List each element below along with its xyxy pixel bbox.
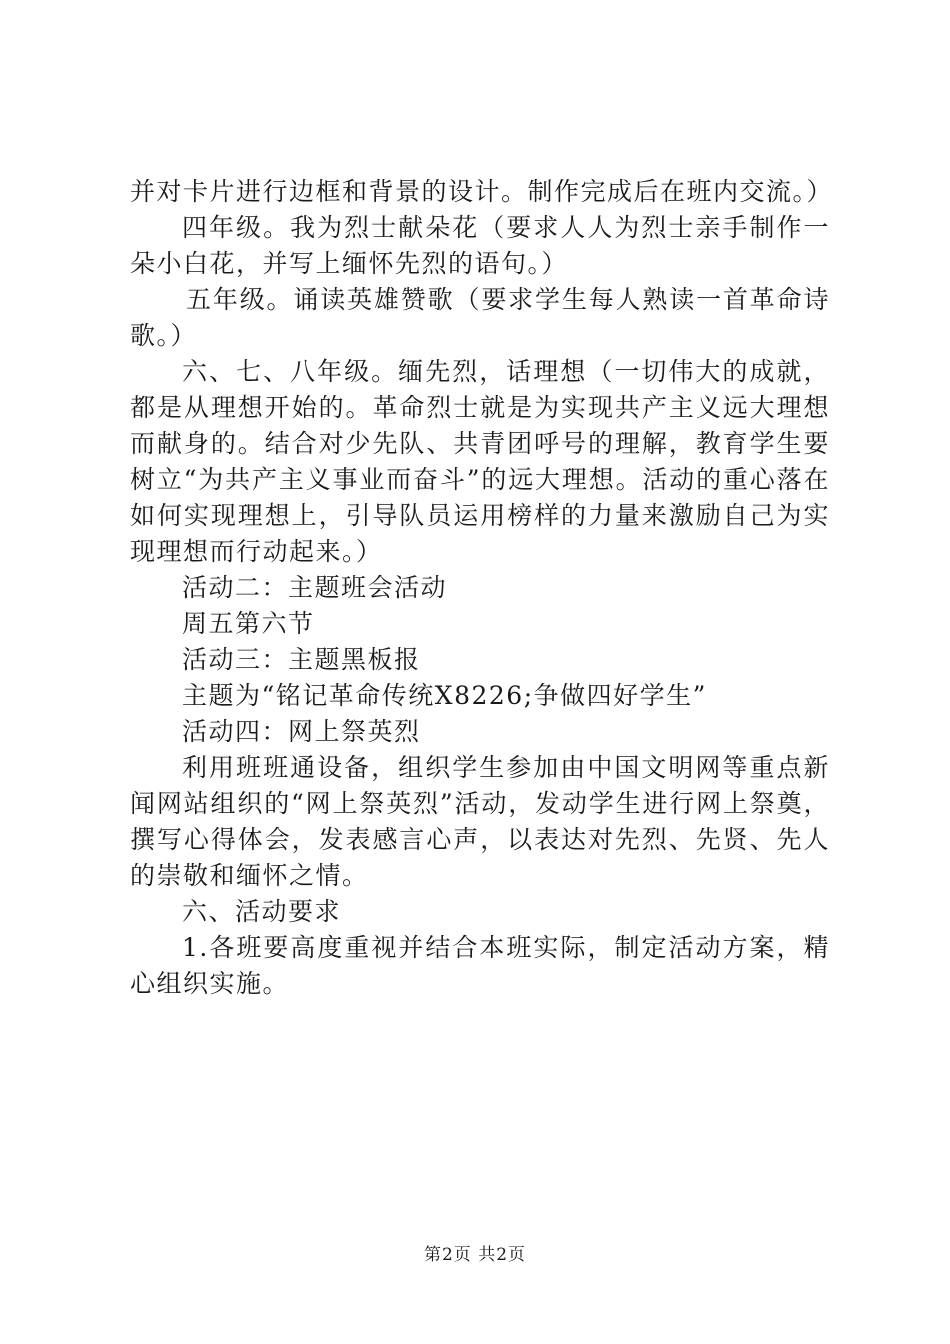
activity-four-heading: 活动四：网上祭英烈 [182,717,421,746]
paragraph-grade-four: 四年级。我为烈士献朵花（要求人人为烈士亲手制作一朵小白花，并写上缅怀先烈的语句。） [130,213,830,278]
activity-four-description: 利用班班通设备，组织学生参加由中国文明网等重点新闻网站组织的“网上祭英烈”活动，发动学生进行网上祭奠，撰写心得体会，发表感言心声，以表达对先烈、先贤、先人的崇敬和缅怀之情。 [130,753,830,890]
paragraph-card-design: 并对卡片进行边框和背景的设计。制作完成后在班内交流。） [130,177,834,206]
activity-three-heading: 活动三：主题黑板报 [182,645,421,674]
activity-three-theme: 主题为“铭记革命传统X8226;争做四好学生” [182,681,707,710]
page-number: 第2页 共2页 [423,1245,527,1265]
activity-two-time: 周五第六节 [182,609,315,638]
requirement-item-1: 1.各班要高度重视并结合本班实际，制定活动方案，精心组织实施。 [130,933,830,998]
requirements-heading: 六、活动要求 [182,897,342,926]
paragraph-grade-five: 五年级。诵读英雄赞歌（要求学生每人熟读一首革命诗歌。） [130,285,830,350]
paragraph-grade-six-to-eight: 六、七、八年级。缅先烈，话理想（一切伟大的成就，都是从理想开始的。革命烈士就是为实现共产主义远大理想而献身的。结合对少先队、共青团呼号的理解，教育学生要树立“为共产主义事业而奋斗”的远大理想。活动的重心落在如何实现理想上，引导队员运用榜样的力量来激励自己为实现理想而行动起来。） [130,357,830,566]
activity-two-heading: 活动二：主题班会活动 [182,573,448,602]
document-body [130,174,834,1002]
